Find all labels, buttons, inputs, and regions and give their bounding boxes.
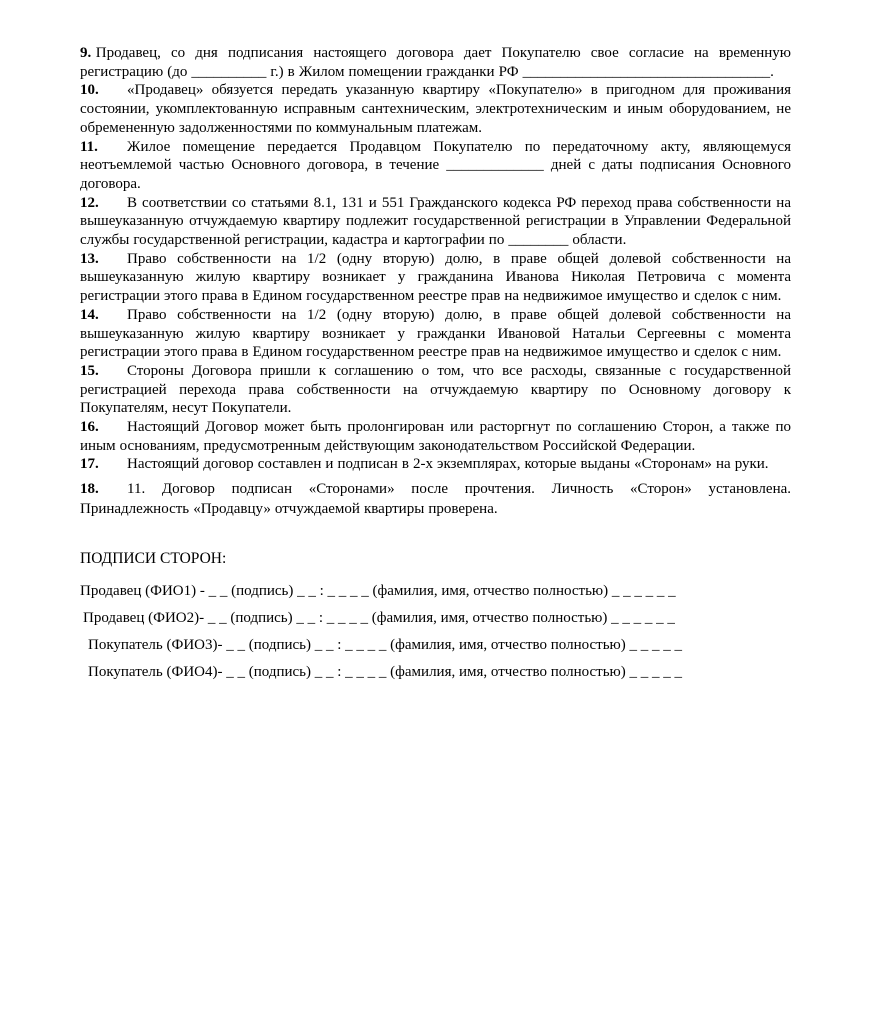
clause-15 (80, 362, 791, 418)
clause-10-number: 10. (80, 82, 99, 99)
clause-13 (80, 250, 791, 306)
clause-18 (80, 479, 791, 519)
clause-12 (80, 194, 791, 250)
clause-16 (80, 418, 791, 455)
clause-17-text: Настоящий договор составлен и подписан в 2-х экземплярах, которые выданы «Сторонам» на руки. (127, 456, 769, 473)
signatures-heading: ПОДПИСИ СТОРОН: (80, 550, 227, 568)
clause-16-number: 16. (80, 419, 99, 436)
clause-13-number: 13. (80, 250, 99, 267)
clause-14 (80, 306, 791, 362)
signature-line-buyer-4: Покупатель (ФИО4)- _ _ (подпись) _ _ : _ _ _ _ (фамилия, имя, отчество полностью) _ _ _ _ _ (88, 664, 683, 681)
signature-line-buyer-3: Покупатель (ФИО3)- _ _ (подпись) _ _ : _ _ _ _ (фамилия, имя, отчество полностью) _ _ _ _ _ (88, 637, 683, 654)
clause-18-text: 11. Договор подписан «Сторонами» после прочтения. Личность «Сторон» установлена. Принадлежность «Продавцу» отчуждаемой квартиры проверена. (80, 481, 791, 518)
clause-14-text: Право собственности на 1/2 (одну вторую) долю, в праве общей долевой собственности на вышеуказанную жилую квартиру возникает у гражданки Ивановой Натальи Сергеевны с момента регистрации этого права в Едином государственном реестре прав на недвижимое имущество и сделок с ним. (80, 306, 791, 361)
clause-9-number: 9. (80, 45, 92, 61)
clause-13-text: Право собственности на 1/2 (одну вторую) долю, в праве общей долевой собственности на вышеуказанную жилую квартиру возникает у гражданина Иванова Николая Петровича с момента регистрации этого права в Едином государственном реестре прав на недвижимое имущество и сделок с ним. (80, 250, 791, 305)
clause-17 (80, 455, 791, 474)
clause-16-text: Настоящий Договор может быть пролонгирован или расторгнут по соглашению Сторон, а также по иным основаниям, предусмотренным действующим законодательством Российской Федерации. (80, 419, 791, 454)
clause-15-text: Стороны Договора пришли к соглашению о том, что все расходы, связанные с государственной регистрацией перехода права собственности на отчуждаемую квартиру по Основному договору к Покупателям, несут Покупатели. (80, 362, 791, 417)
clause-11 (80, 138, 791, 194)
clause-11-text: Жилое помещение передается Продавцом Покупателю по передаточному акту, являющемуся неотъемлемой частью Основного договора, в течение _____________ дней с даты подписания Основного договора. (80, 138, 791, 192)
signature-line-seller-1: Продавец (ФИО1) - _ _ (подпись) _ _ : _ _ _ _ (фамилия, имя, отчество полностью) _ _ _ _ _ _ (80, 583, 676, 600)
signature-line-seller-2: Продавец (ФИО2)- _ _ (подпись) _ _ : _ _ _ _ (фамилия, имя, отчество полностью) _ _ _ _ _ _ (83, 610, 675, 627)
clause-14-number: 14. (80, 306, 99, 323)
clause-15-number: 15. (80, 362, 99, 379)
clause-18-number: 18. (80, 481, 99, 498)
clause-10-text: «Продавец» обязуется передать указанную квартиру «Покупателю» в пригодном для проживания состоянии, укомплектованную исправным сантехническим, электротехническим и иным оборудованием, не обремененную задолженностями по коммунальным платежам. (80, 82, 791, 136)
clause-12-text: В соответствии со статьями 8.1, 131 и 551 Гражданского кодекса РФ переход права собственности на вышеуказанную отчуждаемую квартиру подлежит государственной регистрации в Управлении Федеральной службы государственной регистрации, кадастра и картографии по ________ области. (80, 194, 791, 249)
clause-9 (80, 44, 791, 81)
clause-17-number: 17. (80, 456, 99, 473)
clause-12-number: 12. (80, 194, 99, 211)
clause-11-number: 11. (80, 138, 98, 155)
clause-10 (80, 81, 791, 137)
contract-body (80, 44, 791, 686)
clause-9-text: Продавец, со дня подписания настоящего договора дает Покупателю свое согласие на временную регистрацию (до __________ г.) в Жилом помещении гражданки РФ _________________________________. (80, 45, 791, 80)
